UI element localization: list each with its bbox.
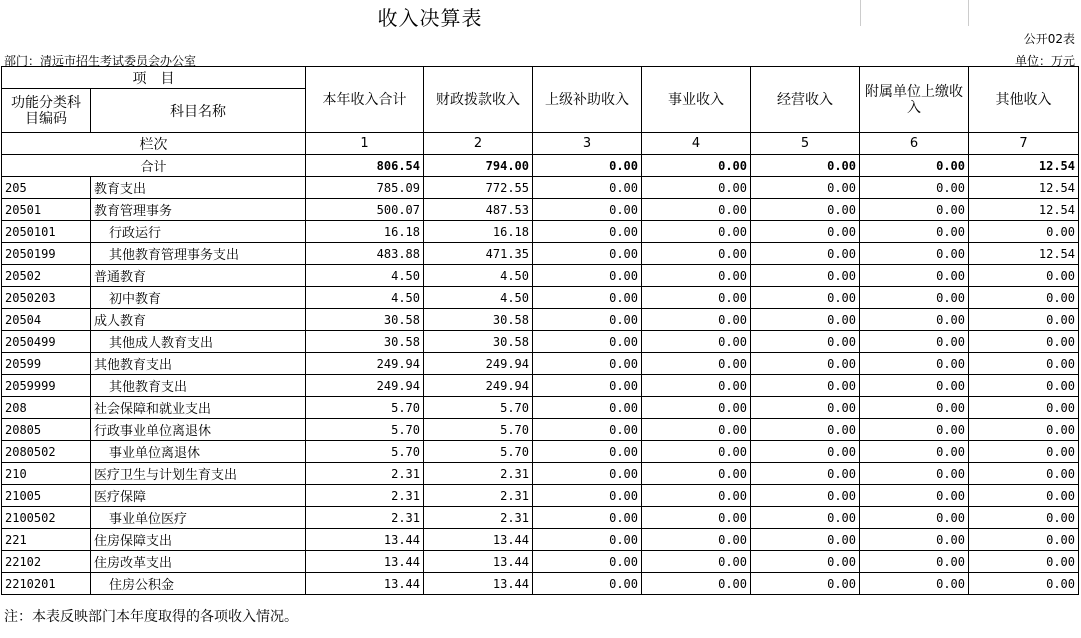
form-number: 公开02表 bbox=[1023, 32, 1075, 46]
amount-cell: 0.00 bbox=[860, 309, 969, 331]
amount-cell: 500.07 bbox=[306, 199, 424, 221]
table-row bbox=[2, 419, 1079, 441]
amount-cell: 249.94 bbox=[424, 375, 533, 397]
amount-cell: 0.00 bbox=[860, 419, 969, 441]
subject-code: 208 bbox=[2, 397, 91, 419]
amount-cell: 0.00 bbox=[642, 441, 751, 463]
amount-cell: 0.00 bbox=[751, 243, 860, 265]
amount-cell: 249.94 bbox=[306, 375, 424, 397]
amount-cell: 2.31 bbox=[306, 485, 424, 507]
amount-cell: 0.00 bbox=[860, 573, 969, 595]
amount-cell: 0.00 bbox=[751, 309, 860, 331]
header-col-4: 事业收入 bbox=[642, 67, 751, 133]
table-row bbox=[2, 529, 1079, 551]
table-row bbox=[2, 243, 1079, 265]
amount-cell: 16.18 bbox=[424, 221, 533, 243]
amount-cell: 2.31 bbox=[424, 507, 533, 529]
amount-cell: 0.00 bbox=[642, 463, 751, 485]
subject-name: 教育管理事务 bbox=[91, 199, 306, 221]
header-func-code: 功能分类科目编码 bbox=[2, 89, 91, 133]
amount-cell: 0.00 bbox=[969, 331, 1079, 353]
column-number: 7 bbox=[969, 133, 1079, 155]
amount-cell: 30.58 bbox=[306, 309, 424, 331]
subject-code: 2100502 bbox=[2, 507, 91, 529]
column-number: 5 bbox=[751, 133, 860, 155]
amount-cell: 0.00 bbox=[860, 507, 969, 529]
total-value: 0.00 bbox=[533, 155, 642, 177]
amount-cell: 0.00 bbox=[751, 507, 860, 529]
amount-cell: 0.00 bbox=[860, 331, 969, 353]
amount-cell: 2.31 bbox=[424, 485, 533, 507]
subject-code: 205 bbox=[2, 177, 91, 199]
amount-cell: 483.88 bbox=[306, 243, 424, 265]
amount-cell: 0.00 bbox=[860, 397, 969, 419]
amount-cell: 4.50 bbox=[424, 265, 533, 287]
amount-cell: 0.00 bbox=[642, 507, 751, 529]
header-col-3: 上级补助收入 bbox=[533, 67, 642, 133]
subject-code: 20599 bbox=[2, 353, 91, 375]
subject-code: 2050499 bbox=[2, 331, 91, 353]
amount-cell: 13.44 bbox=[424, 551, 533, 573]
amount-cell: 0.00 bbox=[969, 265, 1079, 287]
subject-code: 21005 bbox=[2, 485, 91, 507]
amount-cell: 0.00 bbox=[533, 463, 642, 485]
amount-cell: 0.00 bbox=[969, 309, 1079, 331]
table-row bbox=[2, 551, 1079, 573]
amount-cell: 0.00 bbox=[533, 397, 642, 419]
amount-cell: 0.00 bbox=[751, 463, 860, 485]
amount-cell: 772.55 bbox=[424, 177, 533, 199]
amount-cell: 0.00 bbox=[642, 419, 751, 441]
amount-cell: 12.54 bbox=[969, 243, 1079, 265]
amount-cell: 0.00 bbox=[860, 177, 969, 199]
amount-cell: 0.00 bbox=[860, 463, 969, 485]
amount-cell: 0.00 bbox=[751, 221, 860, 243]
total-value: 806.54 bbox=[306, 155, 424, 177]
amount-cell: 0.00 bbox=[533, 353, 642, 375]
table-row bbox=[2, 485, 1079, 507]
column-number: 3 bbox=[533, 133, 642, 155]
amount-cell: 0.00 bbox=[969, 287, 1079, 309]
amount-cell: 0.00 bbox=[860, 243, 969, 265]
subject-code: 20501 bbox=[2, 199, 91, 221]
amount-cell: 0.00 bbox=[533, 265, 642, 287]
subject-code: 20805 bbox=[2, 419, 91, 441]
amount-cell: 5.70 bbox=[424, 419, 533, 441]
table-row bbox=[2, 375, 1079, 397]
amount-cell: 2.31 bbox=[306, 507, 424, 529]
column-number: 4 bbox=[642, 133, 751, 155]
amount-cell: 0.00 bbox=[533, 441, 642, 463]
amount-cell: 0.00 bbox=[533, 309, 642, 331]
table-row bbox=[2, 573, 1079, 595]
amount-cell: 0.00 bbox=[533, 287, 642, 309]
amount-cell: 0.00 bbox=[751, 199, 860, 221]
amount-cell: 5.70 bbox=[424, 397, 533, 419]
amount-cell: 0.00 bbox=[751, 265, 860, 287]
amount-cell: 30.58 bbox=[424, 331, 533, 353]
amount-cell: 0.00 bbox=[533, 529, 642, 551]
amount-cell: 5.70 bbox=[424, 441, 533, 463]
subject-name: 住房改革支出 bbox=[91, 551, 306, 573]
subject-name: 医疗保障 bbox=[91, 485, 306, 507]
table-row bbox=[2, 221, 1079, 243]
amount-cell: 471.35 bbox=[424, 243, 533, 265]
column-number: 1 bbox=[306, 133, 424, 155]
subject-code: 2050199 bbox=[2, 243, 91, 265]
amount-cell: 5.70 bbox=[306, 397, 424, 419]
subject-name: 教育支出 bbox=[91, 177, 306, 199]
amount-cell: 0.00 bbox=[860, 529, 969, 551]
table-row bbox=[2, 441, 1079, 463]
amount-cell: 0.00 bbox=[751, 441, 860, 463]
total-value: 0.00 bbox=[751, 155, 860, 177]
amount-cell: 2.31 bbox=[306, 463, 424, 485]
amount-cell: 0.00 bbox=[751, 551, 860, 573]
amount-cell: 0.00 bbox=[969, 529, 1079, 551]
amount-cell: 0.00 bbox=[969, 441, 1079, 463]
column-number: 6 bbox=[860, 133, 969, 155]
amount-cell: 0.00 bbox=[860, 485, 969, 507]
amount-cell: 0.00 bbox=[751, 397, 860, 419]
amount-cell: 0.00 bbox=[969, 551, 1079, 573]
table-row bbox=[2, 507, 1079, 529]
subject-name: 其他教育支出 bbox=[91, 353, 306, 375]
amount-cell: 0.00 bbox=[969, 221, 1079, 243]
amount-cell: 0.00 bbox=[642, 551, 751, 573]
subject-name: 初中教育 bbox=[91, 287, 306, 309]
amount-cell: 0.00 bbox=[533, 507, 642, 529]
subject-code: 2080502 bbox=[2, 441, 91, 463]
amount-cell: 0.00 bbox=[642, 485, 751, 507]
amount-cell: 0.00 bbox=[751, 573, 860, 595]
header-item: 项 目 bbox=[2, 67, 306, 89]
amount-cell: 0.00 bbox=[969, 463, 1079, 485]
amount-cell: 0.00 bbox=[642, 353, 751, 375]
amount-cell: 0.00 bbox=[642, 243, 751, 265]
amount-cell: 0.00 bbox=[751, 287, 860, 309]
total-value: 0.00 bbox=[860, 155, 969, 177]
amount-cell: 2.31 bbox=[424, 463, 533, 485]
subject-name: 事业单位离退休 bbox=[91, 441, 306, 463]
subject-name: 住房保障支出 bbox=[91, 529, 306, 551]
amount-cell: 4.50 bbox=[306, 265, 424, 287]
total-value: 12.54 bbox=[969, 155, 1079, 177]
subject-name: 行政运行 bbox=[91, 221, 306, 243]
amount-cell: 0.00 bbox=[751, 375, 860, 397]
table-row bbox=[2, 265, 1079, 287]
amount-cell: 0.00 bbox=[969, 375, 1079, 397]
amount-cell: 0.00 bbox=[642, 265, 751, 287]
table-row bbox=[2, 331, 1079, 353]
subject-code: 210 bbox=[2, 463, 91, 485]
amount-cell: 0.00 bbox=[969, 419, 1079, 441]
amount-cell: 0.00 bbox=[642, 331, 751, 353]
subject-code: 2050101 bbox=[2, 221, 91, 243]
header-col-5: 经营收入 bbox=[751, 67, 860, 133]
amount-cell: 0.00 bbox=[533, 243, 642, 265]
amount-cell: 0.00 bbox=[642, 529, 751, 551]
amount-cell: 12.54 bbox=[969, 177, 1079, 199]
amount-cell: 5.70 bbox=[306, 419, 424, 441]
amount-cell: 13.44 bbox=[424, 529, 533, 551]
subject-name: 医疗卫生与计划生育支出 bbox=[91, 463, 306, 485]
amount-cell: 0.00 bbox=[533, 177, 642, 199]
header-col-1: 本年收入合计 bbox=[306, 67, 424, 133]
subject-code: 221 bbox=[2, 529, 91, 551]
subject-code: 2059999 bbox=[2, 375, 91, 397]
subject-name: 行政事业单位离退休 bbox=[91, 419, 306, 441]
amount-cell: 0.00 bbox=[751, 177, 860, 199]
amount-cell: 13.44 bbox=[306, 529, 424, 551]
total-value: 794.00 bbox=[424, 155, 533, 177]
subject-code: 20504 bbox=[2, 309, 91, 331]
header-col-7: 其他收入 bbox=[969, 67, 1079, 133]
amount-cell: 0.00 bbox=[751, 529, 860, 551]
subject-name: 成人教育 bbox=[91, 309, 306, 331]
amount-cell: 0.00 bbox=[969, 507, 1079, 529]
amount-cell: 0.00 bbox=[642, 397, 751, 419]
amount-cell: 0.00 bbox=[969, 573, 1079, 595]
subject-code: 22102 bbox=[2, 551, 91, 573]
amount-cell: 0.00 bbox=[860, 199, 969, 221]
header-col-row-label: 栏次 bbox=[2, 133, 306, 155]
amount-cell: 13.44 bbox=[424, 573, 533, 595]
subject-name: 其他教育管理事务支出 bbox=[91, 243, 306, 265]
amount-cell: 0.00 bbox=[533, 419, 642, 441]
title-separator bbox=[968, 0, 969, 26]
amount-cell: 12.54 bbox=[969, 199, 1079, 221]
amount-cell: 785.09 bbox=[306, 177, 424, 199]
amount-cell: 0.00 bbox=[533, 485, 642, 507]
amount-cell: 0.00 bbox=[642, 573, 751, 595]
table-row bbox=[2, 177, 1079, 199]
amount-cell: 487.53 bbox=[424, 199, 533, 221]
amount-cell: 0.00 bbox=[533, 199, 642, 221]
title-separator bbox=[860, 0, 861, 26]
amount-cell: 0.00 bbox=[533, 221, 642, 243]
amount-cell: 0.00 bbox=[860, 287, 969, 309]
amount-cell: 0.00 bbox=[533, 375, 642, 397]
income-table bbox=[1, 66, 1079, 595]
amount-cell: 249.94 bbox=[306, 353, 424, 375]
table-row bbox=[2, 309, 1079, 331]
amount-cell: 0.00 bbox=[860, 221, 969, 243]
amount-cell: 5.70 bbox=[306, 441, 424, 463]
amount-cell: 0.00 bbox=[860, 353, 969, 375]
amount-cell: 0.00 bbox=[860, 441, 969, 463]
table-row bbox=[2, 397, 1079, 419]
department-label: 部门：清远市招生考试委员会办公室 bbox=[4, 54, 197, 68]
amount-cell: 4.50 bbox=[306, 287, 424, 309]
column-number: 2 bbox=[424, 133, 533, 155]
amount-cell: 0.00 bbox=[642, 309, 751, 331]
amount-cell: 0.00 bbox=[642, 199, 751, 221]
amount-cell: 30.58 bbox=[306, 331, 424, 353]
amount-cell: 0.00 bbox=[751, 485, 860, 507]
amount-cell: 0.00 bbox=[969, 485, 1079, 507]
table-row bbox=[2, 463, 1079, 485]
amount-cell: 249.94 bbox=[424, 353, 533, 375]
header-subject-name: 科目名称 bbox=[91, 89, 306, 133]
unit-label: 单位：万元 bbox=[1014, 54, 1075, 68]
footnote: 注：本表反映部门本年度取得的各项收入情况。 bbox=[4, 609, 298, 625]
amount-cell: 0.00 bbox=[642, 177, 751, 199]
page-title: 收入决算表 bbox=[377, 6, 483, 30]
amount-cell: 0.00 bbox=[533, 573, 642, 595]
subject-name: 普通教育 bbox=[91, 265, 306, 287]
amount-cell: 0.00 bbox=[533, 551, 642, 573]
amount-cell: 0.00 bbox=[533, 331, 642, 353]
amount-cell: 0.00 bbox=[751, 331, 860, 353]
amount-cell: 0.00 bbox=[642, 221, 751, 243]
amount-cell: 13.44 bbox=[306, 573, 424, 595]
header-col-6: 附属单位上缴收入 bbox=[860, 67, 969, 133]
amount-cell: 0.00 bbox=[969, 397, 1079, 419]
total-label: 合计 bbox=[2, 155, 306, 177]
amount-cell: 4.50 bbox=[424, 287, 533, 309]
amount-cell: 0.00 bbox=[860, 265, 969, 287]
header-col-2: 财政拨款收入 bbox=[424, 67, 533, 133]
amount-cell: 0.00 bbox=[969, 353, 1079, 375]
amount-cell: 0.00 bbox=[860, 551, 969, 573]
amount-cell: 0.00 bbox=[860, 375, 969, 397]
subject-name: 住房公积金 bbox=[91, 573, 306, 595]
subject-name: 社会保障和就业支出 bbox=[91, 397, 306, 419]
amount-cell: 16.18 bbox=[306, 221, 424, 243]
subject-name: 其他成人教育支出 bbox=[91, 331, 306, 353]
subject-code: 2050203 bbox=[2, 287, 91, 309]
amount-cell: 0.00 bbox=[751, 419, 860, 441]
amount-cell: 0.00 bbox=[642, 287, 751, 309]
table-row bbox=[2, 353, 1079, 375]
amount-cell: 0.00 bbox=[751, 353, 860, 375]
subject-name: 事业单位医疗 bbox=[91, 507, 306, 529]
amount-cell: 13.44 bbox=[306, 551, 424, 573]
subject-code: 2210201 bbox=[2, 573, 91, 595]
subject-name: 其他教育支出 bbox=[91, 375, 306, 397]
table-row bbox=[2, 199, 1079, 221]
amount-cell: 0.00 bbox=[642, 375, 751, 397]
table-row bbox=[2, 287, 1079, 309]
amount-cell: 30.58 bbox=[424, 309, 533, 331]
subject-code: 20502 bbox=[2, 265, 91, 287]
total-value: 0.00 bbox=[642, 155, 751, 177]
